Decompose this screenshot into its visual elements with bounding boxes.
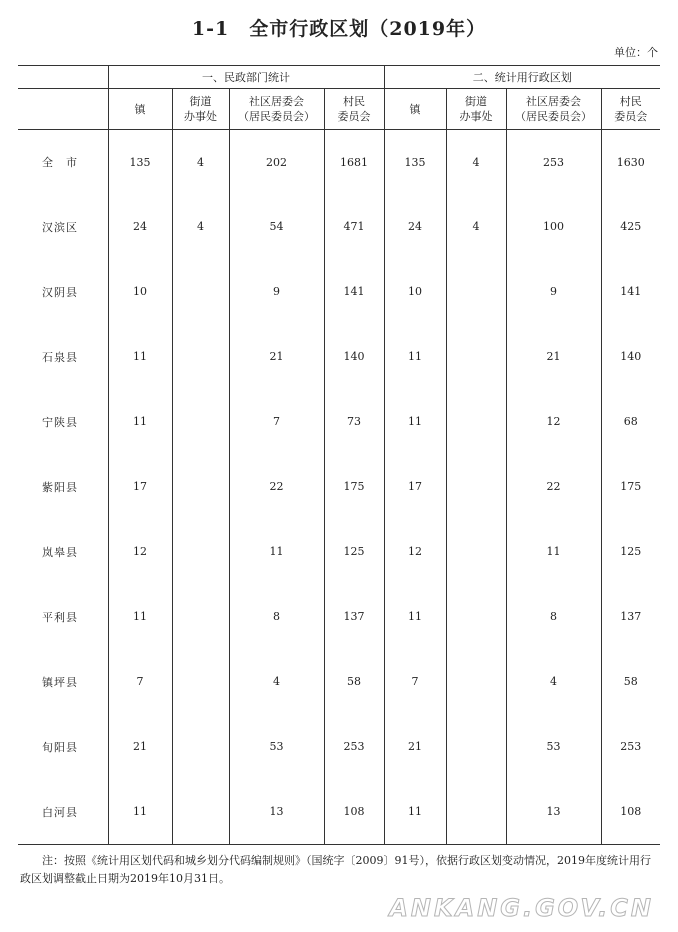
table-cell: 141 [601,259,660,324]
table-row [18,519,660,584]
table-row [18,584,660,649]
group-header-statistical: 二、统计用行政区划 [384,66,660,89]
table-cell: 21 [108,714,172,779]
col-header-village: 村民 委员会 [601,89,660,130]
row-name: 镇坪县 [42,675,78,689]
site-watermark: ANKANG.GOV.CN [389,894,654,922]
table-cell: 22 [229,454,324,519]
table-cell: 11 [384,584,446,649]
table-cell: 7 [384,649,446,714]
table-cell [446,649,506,714]
table-body [18,130,660,845]
table-cell: 7 [108,649,172,714]
table-cell: 13 [506,779,601,845]
table-cell: 11 [108,779,172,845]
table-cell: 1630 [601,130,660,195]
table-cell [172,584,229,649]
table-cell: 108 [324,779,384,845]
row-name: 宁陕县 [42,415,78,429]
table-cell: 10 [108,259,172,324]
table-cell [446,584,506,649]
table-cell: 4 [172,194,229,259]
table-cell [172,454,229,519]
table-cell: 125 [324,519,384,584]
table-cell: 24 [108,194,172,259]
table-cell: 73 [324,389,384,454]
table-cell: 8 [506,584,601,649]
table-cell: 11 [229,519,324,584]
table-cell: 11 [108,584,172,649]
table-cell: 140 [601,324,660,389]
table-cell: 4 [229,649,324,714]
table-cell: 7 [229,389,324,454]
col-header-village: 村民 委员会 [324,89,384,130]
table-cell [172,389,229,454]
corner-cell [18,66,108,89]
table-cell [172,519,229,584]
table-cell: 10 [384,259,446,324]
col-header-town: 镇 [384,89,446,130]
table-cell: 11 [384,779,446,845]
row-name: 白河县 [18,779,108,845]
table-cell: 21 [384,714,446,779]
table-cell: 11 [108,324,172,389]
table-cell: 17 [108,454,172,519]
table-row [18,324,660,389]
table-cell: 141 [324,259,384,324]
table-cell: 125 [601,519,660,584]
row-name: 平利县 [42,610,78,624]
table-cell [172,324,229,389]
col-header-town: 镇 [108,89,172,130]
row-name: 岚皋县 [42,545,78,559]
footnote: 注：按照《统计用区划代码和城乡划分代码编制规则》（国统字〔2009〕91号），依据行政区划变动情况，2019年度统计用行政区划调整截止日期为2019年10月31日。 [20,854,651,885]
row-name: 全 市 [42,156,78,169]
table-cell: 175 [601,454,660,519]
table-cell: 68 [601,389,660,454]
row-name: 石泉县 [42,350,78,364]
table-cell [446,779,506,845]
row-name: 旬阳县 [42,740,78,754]
table-cell: 58 [324,649,384,714]
table-cell: 12 [108,519,172,584]
division-table [18,65,660,845]
table-cell: 135 [108,130,172,195]
col-header-street: 街道 办事处 [446,89,506,130]
row-name: 汉阴县 [42,285,78,299]
table-cell: 13 [229,779,324,845]
table-cell: 11 [506,519,601,584]
table-cell: 58 [601,649,660,714]
table-cell: 8 [229,584,324,649]
table-row [18,194,660,259]
table-cell: 11 [384,389,446,454]
table-cell: 4 [446,194,506,259]
table-cell: 4 [446,130,506,195]
table-row [18,779,660,845]
table-cell [446,714,506,779]
table-row [18,649,660,714]
table-cell [172,259,229,324]
table-cell: 140 [324,324,384,389]
table-cell: 21 [506,324,601,389]
group-header-civil: 一、民政部门统计 [108,66,384,89]
table-cell [446,259,506,324]
table-cell: 12 [506,389,601,454]
table-cell: 4 [172,130,229,195]
table-cell: 425 [601,194,660,259]
table-cell: 100 [506,194,601,259]
table-cell: 253 [324,714,384,779]
unit-label: 单位：个 [614,46,658,59]
table-cell: 17 [384,454,446,519]
table-cell: 253 [601,714,660,779]
table-cell: 137 [601,584,660,649]
table-cell [446,389,506,454]
table-cell: 137 [324,584,384,649]
table-cell: 11 [384,324,446,389]
col-header-community: 社区居委会 （居民委员会） [506,89,601,130]
table-cell [172,714,229,779]
row-name: 紫阳县 [42,480,78,494]
corner-cell-lower [18,89,108,130]
table-cell: 9 [229,259,324,324]
table-cell: 53 [506,714,601,779]
table-cell: 12 [384,519,446,584]
col-header-street: 街道 办事处 [172,89,229,130]
table-cell [446,454,506,519]
row-name: 汉滨区 [42,220,78,234]
table-cell: 4 [506,649,601,714]
table-cell [446,324,506,389]
table-cell [172,779,229,845]
table-cell: 1681 [324,130,384,195]
table-cell: 24 [384,194,446,259]
col-header-community: 社区居委会 （居民委员会） [229,89,324,130]
table-cell: 202 [229,130,324,195]
table-cell: 108 [601,779,660,845]
table-cell: 253 [506,130,601,195]
table-cell [446,519,506,584]
table-cell: 471 [324,194,384,259]
table-row [18,454,660,519]
table-cell: 21 [229,324,324,389]
table-cell: 9 [506,259,601,324]
table-cell: 22 [506,454,601,519]
table-row [18,714,660,779]
table-row [18,259,660,324]
table-cell [172,649,229,714]
table-cell: 175 [324,454,384,519]
table-cell: 54 [229,194,324,259]
table-row [18,130,660,195]
table-cell: 135 [384,130,446,195]
table-cell: 11 [108,389,172,454]
table-row [18,389,660,454]
table-cell: 53 [229,714,324,779]
page-title: 1-1 全市行政区划（2019年） [191,18,487,40]
